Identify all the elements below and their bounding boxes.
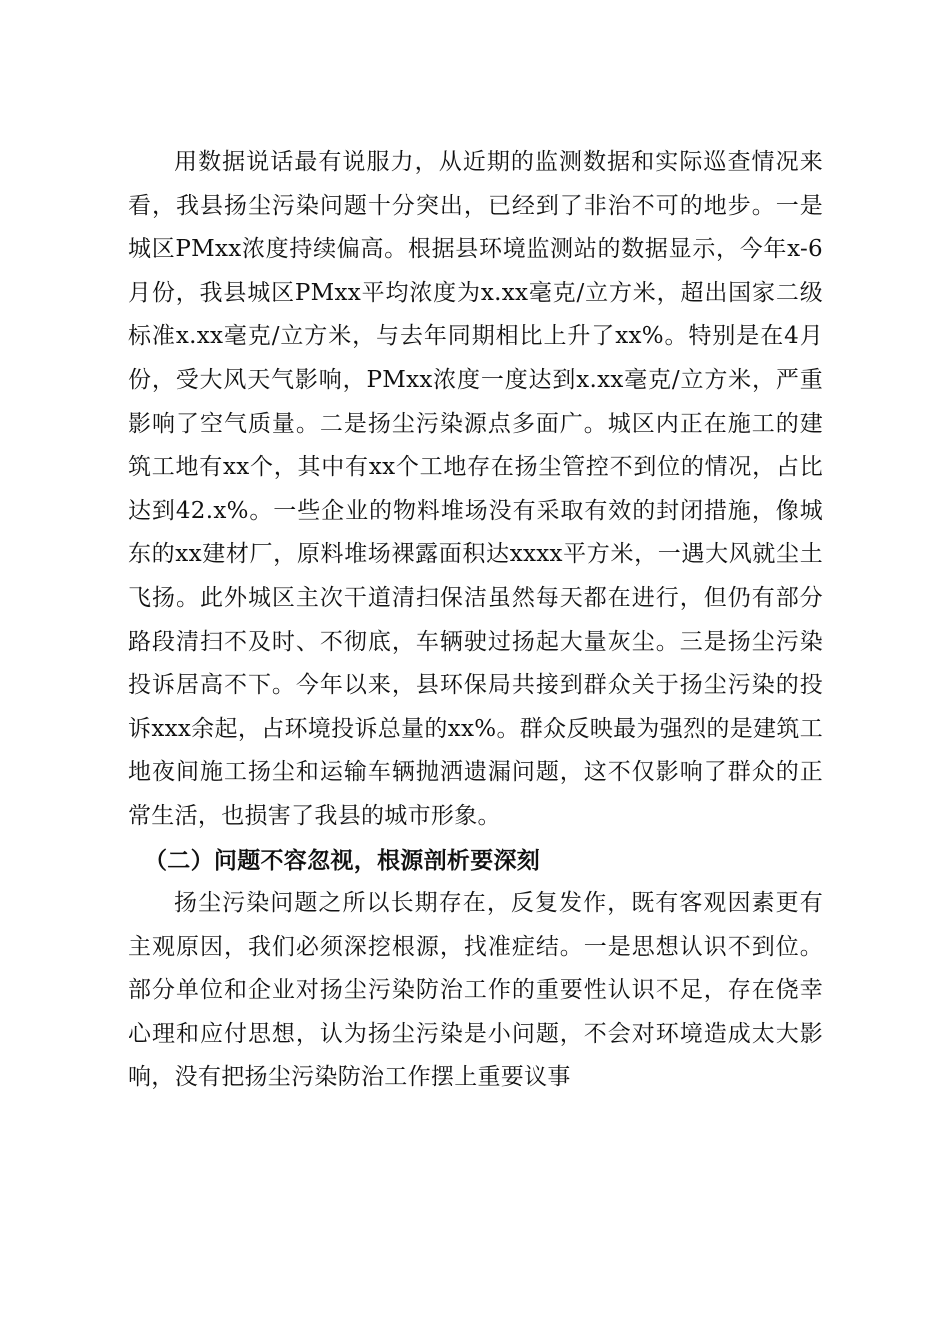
document-body	[128, 141, 823, 1100]
section-heading: （二）问题不容忽视，根源剖析要深刻	[144, 846, 541, 874]
paragraph-dust-pollution-data: 用数据说话最有说服力，从近期的监测数据和实际巡查情况来看，我县扬尘污染问题十分突出，已经到了非治不可的地步。一是城区PMxx浓度持续偏高。根据县环境监测站的数据显示，今年x-6月份，我县城区PMxx平均浓度为x.xx毫克/立方米，超出国家二级标准x.xx毫克/立方米，与去年同期相比上升了xx%。特别是在4月份，受大风天气影响，PMxx浓度一度达到x.xx毫克/立方米，严重影响了空气质量。二是扬尘污染源点多面广。城区内正在施工的建筑工地有xx个，其中有xx个工地存在扬尘管控不到位的情况，占比达到42.x%。一些企业的物料堆场没有采取有效的封闭措施，像城东的xx建材厂，原料堆场裸露面积达xxxx平方米，一遇大风就尘土飞扬。此外城区主次干道清扫保洁虽然每天都在进行，但仍有部分路段清扫不及时、不彻底，车辆驶过扬起大量灰尘。三是扬尘污染投诉居高不下。今年以来，县环保局共接到群众关于扬尘污染的投诉xxx余起，占环境投诉总量的xx%。群众反映最为强烈的是建筑工地夜间施工扬尘和运输车辆抛洒遗漏问题，这不仅影响了群众的正常生活，也损害了我县的城市形象。	[128, 149, 823, 829]
paragraph-root-cause-analysis: 扬尘污染问题之所以长期存在，反复发作，既有客观因素更有主观原因，我们必须深挖根源，找准症结。一是思想认识不到位。部分单位和企业对扬尘污染防治工作的重要性认识不足，存在侥幸心理和应付思想，认为扬尘污染是小问题，不会对环境造成太大影响，没有把扬尘污染防治工作摆上重要议事	[128, 890, 823, 1091]
